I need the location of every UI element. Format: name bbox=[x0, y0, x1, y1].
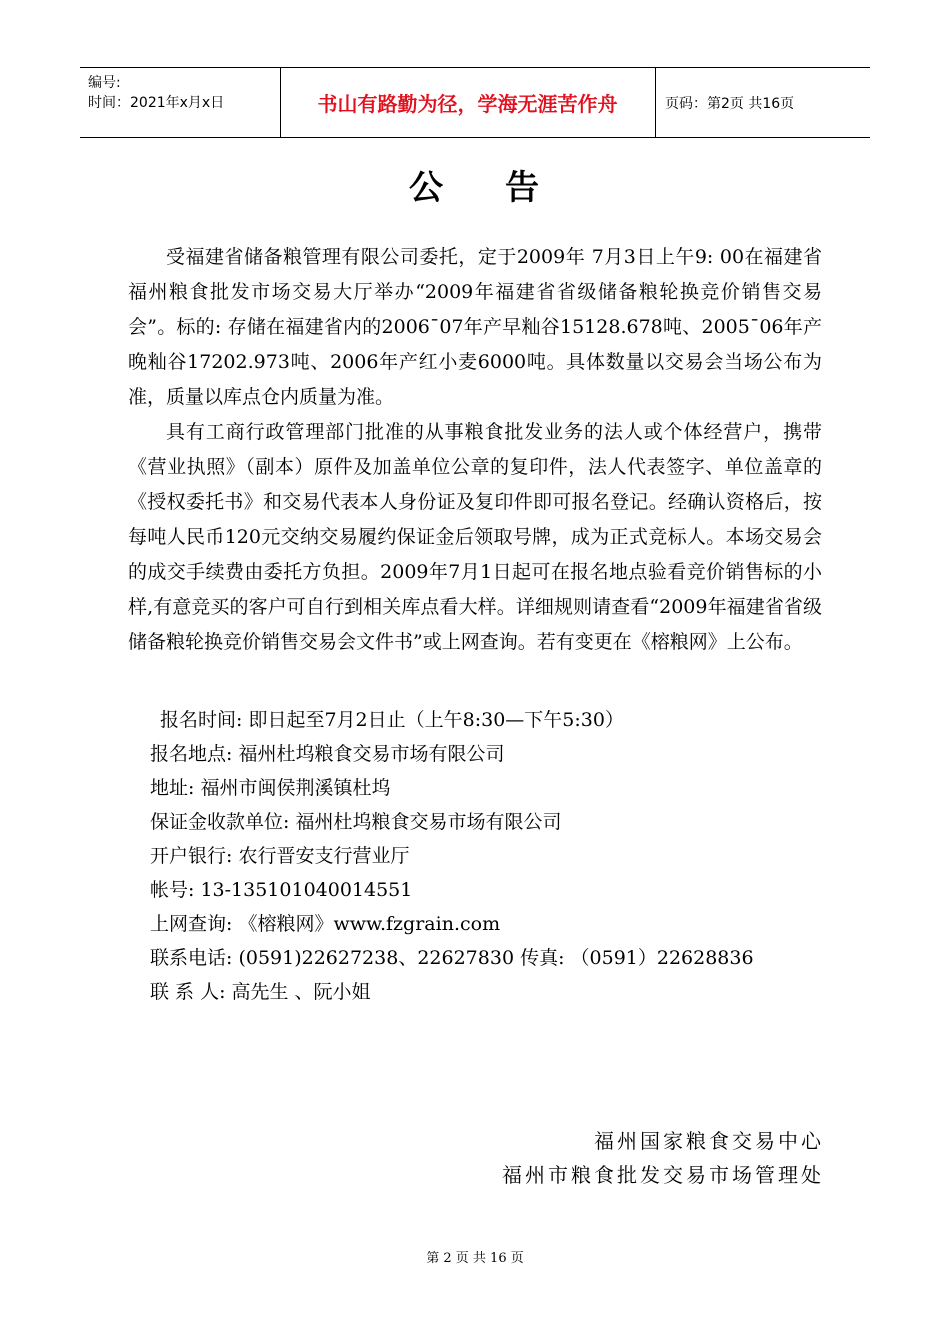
page-label: 页码：第2页 共16页 bbox=[665, 95, 795, 112]
time-label: 时间：2021年x月x日 bbox=[88, 95, 225, 111]
info-phone: 联系电话: (0591)22627238、22627830 传真: （0591）22628836 bbox=[150, 947, 754, 969]
signature-org-2: 福州市粮食批发交易市场管理处 bbox=[502, 1163, 824, 1187]
header-meta-cell bbox=[80, 68, 281, 137]
motto-text: 书山有路勤为径，学海无涯苦作舟 bbox=[317, 92, 618, 116]
info-website: 上网查询: 《榕粮网》www.fzgrain.com bbox=[150, 913, 501, 935]
info-deposit-unit: 保证金收款单位: 福州杜坞粮食交易市场有限公司 bbox=[150, 811, 562, 833]
announcement-body bbox=[128, 240, 822, 660]
title-char-2: 告 bbox=[505, 168, 541, 208]
header-motto-cell bbox=[280, 68, 656, 137]
paragraph-1: 受福建省储备粮管理有限公司委托，定于2009年 7月3日上午9: 00在福建省福州粮食批发市场交易大厅举办“2009年福建省省级储备粮轮换竞价销售交易会”。标的: 存储在福建省内的2006¯07年产早籼谷15128.678吨、2005¯06年产晚籼谷17202.973吨、2006年产红小麦6000吨。具体数量以交易会当场公布为准，质量以库点仓内质量为准。 bbox=[128, 246, 822, 408]
info-account: 帐号: 13-135101040014551 bbox=[150, 879, 413, 901]
info-bank: 开户银行: 农行晋安支行营业厅 bbox=[150, 845, 410, 867]
title-char-1: 公 bbox=[409, 168, 445, 208]
number-label: 编号: bbox=[88, 75, 121, 91]
info-reg-time: 报名时间: 即日起至7月2日止（上午8:30—下午5:30） bbox=[160, 709, 624, 731]
header-table bbox=[80, 67, 870, 138]
signature-org-1: 福州国家粮食交易中心 bbox=[594, 1129, 824, 1153]
info-reg-place: 报名地点: 福州杜坞粮食交易市场有限公司 bbox=[150, 743, 505, 765]
signature-block bbox=[502, 1124, 824, 1192]
info-address: 地址: 福州市闽侯荆溪镇杜坞 bbox=[150, 777, 391, 799]
info-list bbox=[150, 703, 850, 1009]
info-contact: 联 系 人: 高先生 、阮小姐 bbox=[150, 981, 371, 1003]
paragraph-2: 具有工商行政管理部门批准的从事粮食批发业务的法人或个体经营户，携带《营业执照》（副本）原件及加盖单位公章的复印件，法人代表签字、单位盖章的《授权委托书》和交易代表本人身份证及复印件即可报名登记。经确认资格后，按每吨人民币120元交纳交易履约保证金后领取号牌，成为正式竞标人。本场交易会的成交手续费由委托方负担。2009年7月1日起可在报名地点验看竞价销售标的小样,有意竞买的客户可自行到相关库点看大样。详细规则请查看“2009年福建省省级储备粮轮换竞价销售交易会文件书”或上网查询。若有变更在《榕粮网》上公布。 bbox=[128, 421, 822, 653]
page-footer: 第 2 页 共 16 页 bbox=[426, 1251, 524, 1266]
page-title bbox=[0, 160, 950, 209]
